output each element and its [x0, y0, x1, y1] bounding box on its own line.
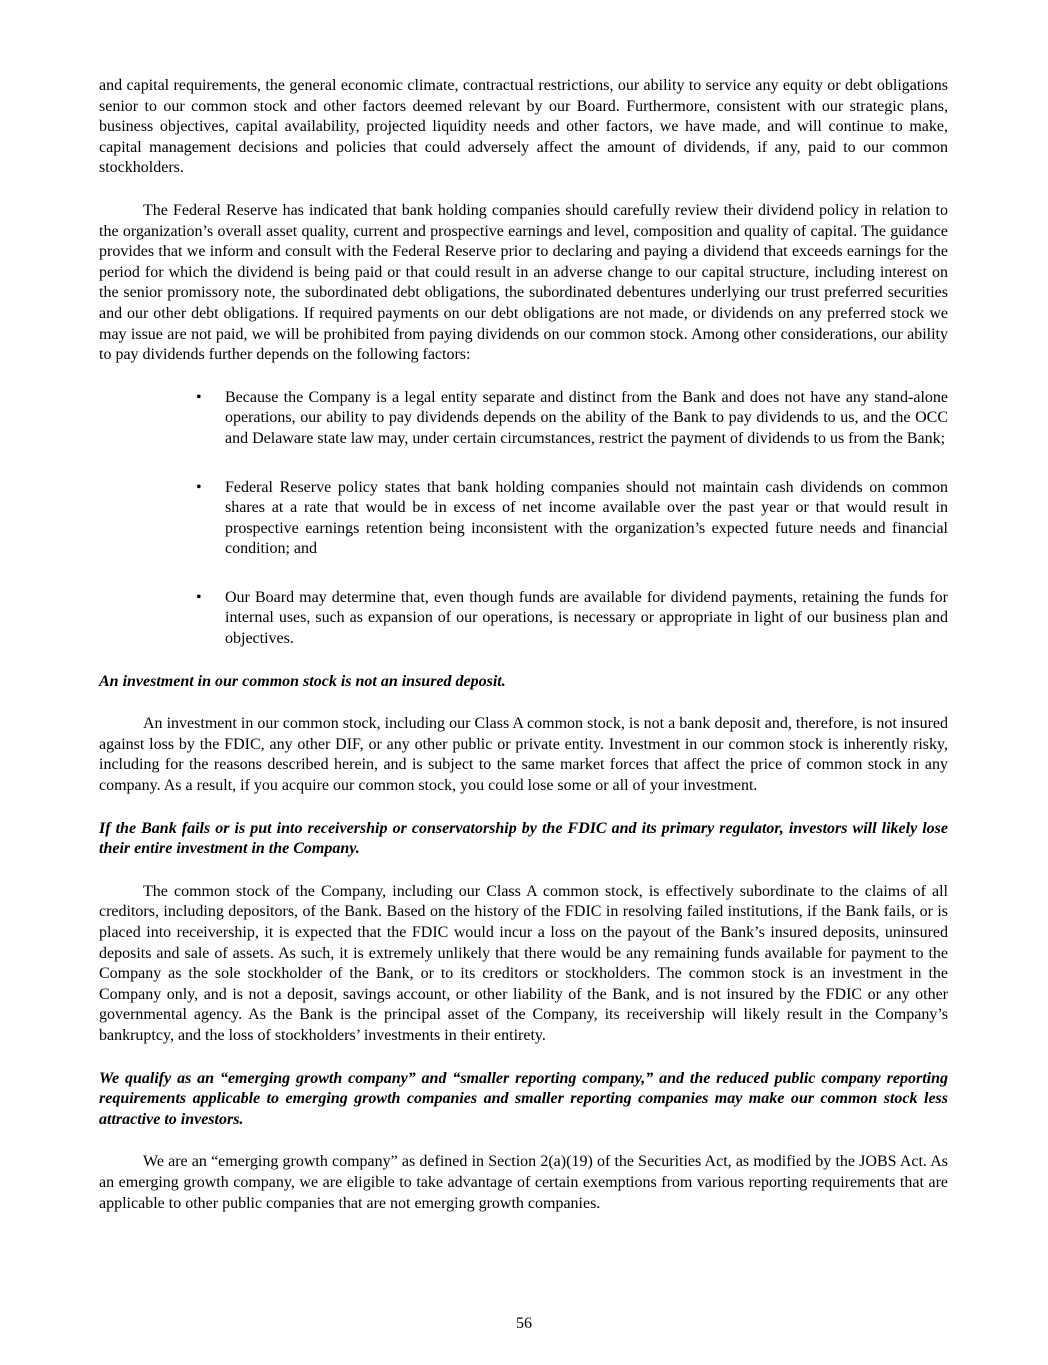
risk-heading-insured-deposit: An investment in our common stock is not an insured deposit. [99, 672, 506, 690]
page-content [99, 76, 948, 1236]
bullet-icon: • [196, 588, 202, 606]
paragraph-federal-reserve-dividend-policy: The Federal Reserve has indicated that bank holding companies should carefully review their dividend policy in relation to the organization’s overall asset quality, current and prospective earnings and level, composition and quality of capital. The guidance provides that we inform and consult with the Federal Reserve prior to declaring and paying a dividend that exceeds earnings for the period for which the dividend is being paid or that could result in an adverse change to our capital structure, including interest on the senior promissory note, the subordinated debt obligations, the subordinated debentures underlying our trust preferred securities and our other debt obligations. If required payments on our debt obligations are not made, or dividends on any preferred stock we may issue are not paid, we will be prohibited from paying dividends on our common stock. Among other considerations, our ability to pay dividends further depends on the following factors: [99, 201, 948, 364]
list-item [99, 478, 948, 560]
list-item-text: Because the Company is a legal entity separate and distinct from the Bank and does not have any stand-alone operations, our ability to pay dividends depends on the ability of the Bank to pay dividends to us, and the OCC and Delaware state law may, under certain circumstances, restrict the payment of dividends to us from the Bank; [225, 388, 948, 447]
risk-heading-emerging-growth-company: We qualify as an “emerging growth company” and “smaller reporting company,” and the reduced public company reporting requirements applicable to emerging growth companies and smaller reporting companies may make our common stock less attractive to investors. [99, 1069, 948, 1128]
list-item [99, 388, 948, 450]
bullet-icon: • [196, 478, 202, 496]
bullet-icon: • [196, 388, 202, 406]
list-item [99, 588, 948, 650]
dividend-factors-list [99, 388, 948, 650]
list-item-text: Our Board may determine that, even though funds are available for dividend payments, retaining the funds for internal uses, such as expansion of our operations, is necessary or appropriate in light of our business plan and objectives. [225, 588, 948, 648]
paragraph-emerging-growth-company: We are an “emerging growth company” as defined in Section 2(a)(19) of the Securities Act, as modified by the JOBS Act. As an emerging growth company, we are eligible to take advantage of certain exemptions from various reporting requirements that are applicable to other public companies that are not emerging growth companies. [99, 1153, 948, 1212]
paragraph-insured-deposit: An investment in our common stock, including our Class A common stock, is not a bank deposit and, therefore, is not insured against loss by the FDIC, any other DIF, or any other public or private entity. Investment in our common stock is inherently risky, including for the reasons described herein, and is subject to the same market forces that affect the price of common stock in any company. As a result, if you acquire our common stock, you could lose some or all of your investment. [99, 715, 948, 795]
page-number: 56 [516, 1315, 532, 1333]
risk-heading-receivership: If the Bank fails or is put into receivership or conservatorship by the FDIC and its primary regulator, investors will likely lose their entire investment in the Company. [99, 819, 948, 858]
paragraph-capital-requirements: and capital requirements, the general economic climate, contractual restrictions, our ability to service any equity or debt obligations senior to our common stock and other factors deemed relevant by our Board. Furthermore, consistent with our strategic plans, business objectives, capital availability, projected liquidity needs and other factors, we have made, and will continue to make, capital management decisions and policies that could adversely affect the amount of dividends, if any, paid to our common stockholders. [99, 77, 948, 177]
list-item-text: Federal Reserve policy states that bank holding companies should not maintain cash dividends on common shares at a rate that would be in excess of net income available over the past year or that would result in prospective earnings retention being inconsistent with the organization’s expected future needs and financial condition; and [225, 478, 948, 558]
paragraph-receivership: The common stock of the Company, including our Class A common stock, is effectively subordinate to the claims of all creditors, including depositors, of the Bank. Based on the history of the FDIC in resolving failed institutions, if the Bank fails, or is placed into receivership, it is expected that the FDIC would incur a loss on the payout of the Bank’s insured deposits, uninsured deposits and sale of assets. As such, it is extremely unlikely that there would be any remaining funds available for payment to the Company as the sole stockholder of the Bank, or to its creditors or stockholders. The common stock is an investment in the Company only, and is not a deposit, savings account, or other liability of the Bank, and is not insured by the FDIC or any other governmental agency. As the Bank is the principal asset of the Company, its receivership will likely result in the Company’s bankruptcy, and the loss of stockholders’ investments in their entirety. [99, 882, 948, 1044]
